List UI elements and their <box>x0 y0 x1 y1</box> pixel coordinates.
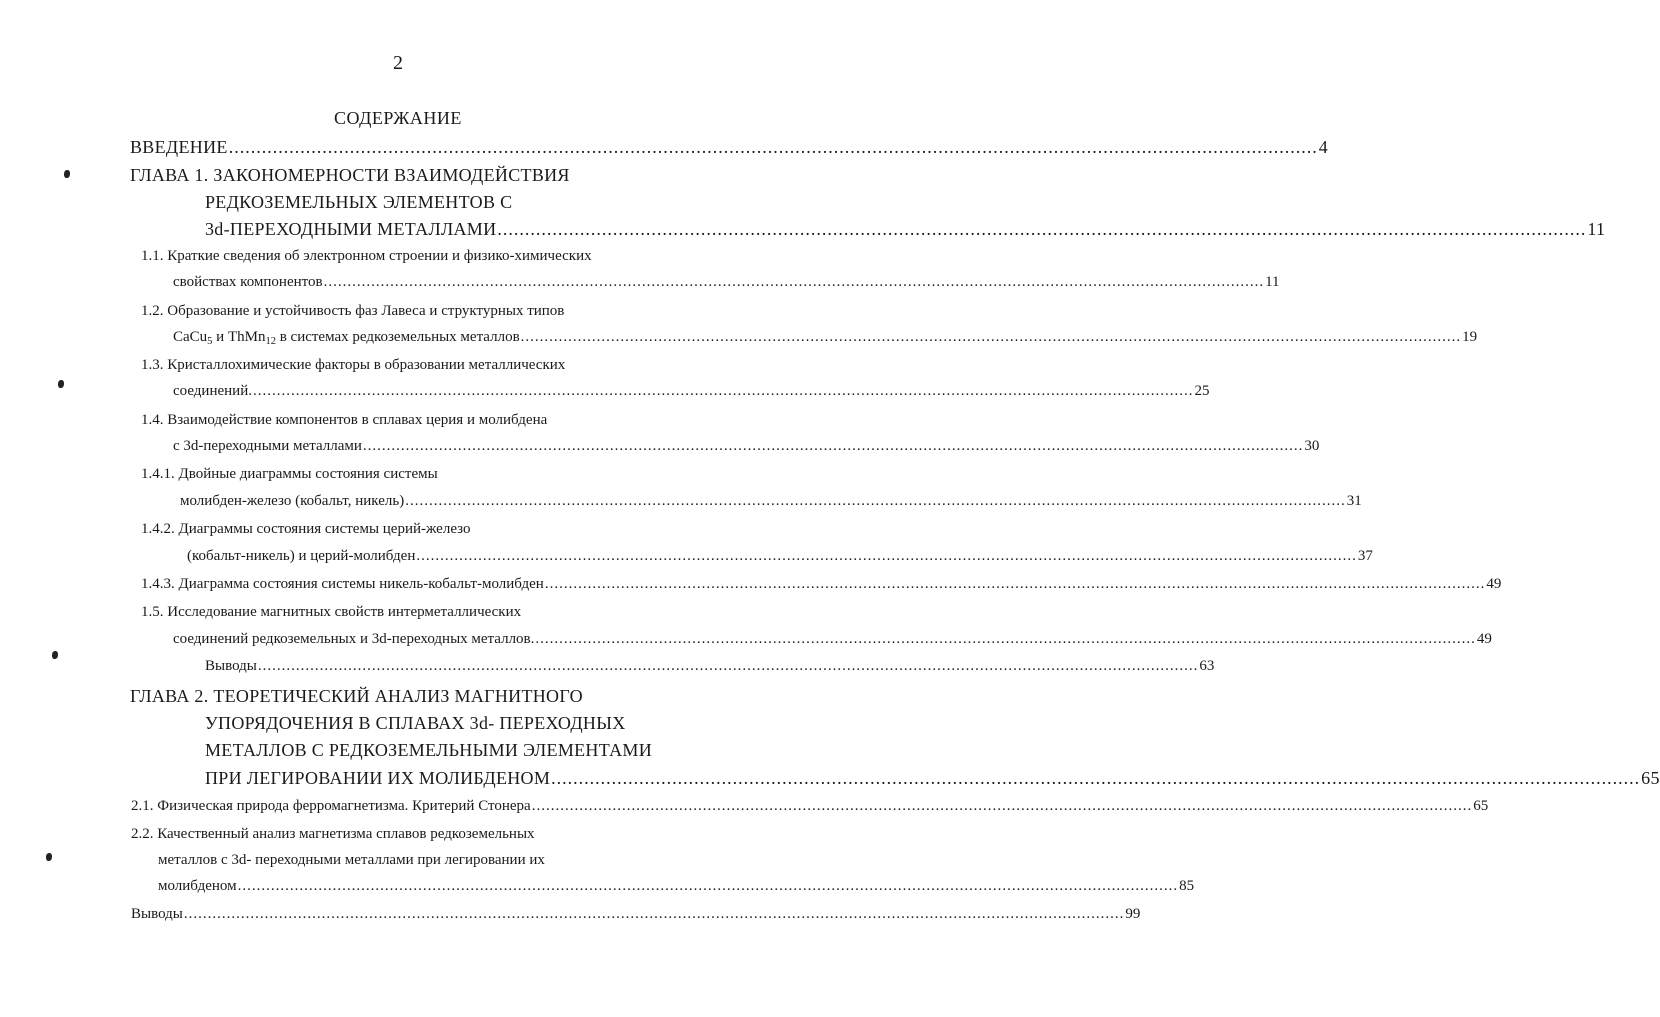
toc-entry-2-1 <box>131 798 1489 815</box>
margin-speck <box>58 380 64 388</box>
section-1-4-2-line1: 1.4.2. Диаграммы состояния системы церий-железо <box>141 521 471 537</box>
toc-leader: ...................................................................................................................................................................................................... <box>405 493 1346 509</box>
section-1-3-line1: 1.3. Кристаллохимические факторы в образовании металлических <box>141 357 566 373</box>
conjunction: и <box>212 329 228 345</box>
formula-cacu: CaCu <box>173 329 208 345</box>
toc-page: 11 <box>1265 274 1280 290</box>
toc-entry-chapter2 <box>205 768 1660 789</box>
formula-thmn: ThMn <box>227 329 266 345</box>
toc-leader: ...................................................................................................................................................................................................... <box>531 798 1473 814</box>
section-1-1-line1: 1.1. Краткие сведения об электронном строении и физико-химических <box>141 248 592 264</box>
toc-entry-chapter1 <box>205 219 1606 240</box>
toc-label: 1.4.3. Диаграмма состояния системы никель-кобальт-молибден <box>141 576 544 592</box>
toc-label: Выводы <box>205 658 257 674</box>
toc-page: 65 <box>1641 768 1660 788</box>
toc-entry-1-2 <box>173 329 1478 347</box>
toc-page: 49 <box>1476 631 1492 647</box>
chapter2-heading-line3: МЕТАЛЛОВ С РЕДКОЗЕМЕЛЬНЫМИ ЭЛЕМЕНТАМИ <box>205 740 653 760</box>
toc-label: соединений редкоземельных и 3d-переходных металлов. <box>173 631 535 647</box>
toc-page: 4 <box>1318 137 1328 157</box>
toc-leader: ...................................................................................................................................................................................................... <box>183 906 1125 922</box>
toc-label: молибден-железо (кобальт, никель) <box>180 493 405 509</box>
chapter1-heading-line2: РЕДКОЗЕМЕЛЬНЫХ ЭЛЕМЕНТОВ С <box>205 192 513 212</box>
section-2-2-line1: 2.2. Качественный анализ магнетизма сплавов редкоземельных <box>131 826 535 842</box>
chapter1-heading-line1: ГЛАВА 1. ЗАКОНОМЕРНОСТИ ВЗАИМОДЕЙСТВИЯ <box>130 165 570 185</box>
toc-entry-1-3 <box>173 383 1210 400</box>
toc-leader: ...................................................................................................................................................................................................... <box>497 219 1587 239</box>
toc-entry-intro <box>130 137 1328 158</box>
toc-leader: ...................................................................................................................................................................................................... <box>416 548 1357 564</box>
toc-label <box>173 329 520 346</box>
section-1-4-line1: 1.4. Взаимодействие компонентов в сплавах церия и молибдена <box>141 412 548 428</box>
toc-page: 85 <box>1179 878 1195 894</box>
toc-label: свойствах компонентов <box>173 274 323 290</box>
toc-leader: ...................................................................................................................................................................................................... <box>228 137 1318 157</box>
toc-entry-1-4 <box>173 438 1320 455</box>
toc-entry-conclusions2 <box>131 906 1141 923</box>
toc-entry-1-4-2 <box>187 548 1373 565</box>
toc-entry-1-4-3 <box>141 576 1502 593</box>
section-2-2-line2: металлов с 3d- переходными металлами при легировании их <box>158 852 545 868</box>
toc-leader: ...................................................................................................................................................................................................... <box>535 631 1476 647</box>
toc-page: 31 <box>1346 493 1362 509</box>
formula-cacu-sub: 5 <box>207 336 213 347</box>
page-number: 2 <box>393 52 403 74</box>
toc-page: 37 <box>1357 548 1373 564</box>
toc-leader: ...................................................................................................................................................................................................... <box>362 438 1304 454</box>
margin-speck <box>52 651 58 659</box>
toc-page: 65 <box>1473 798 1489 814</box>
toc-label: ВВЕДЕНИЕ <box>130 137 228 157</box>
toc-label: соединений. <box>173 383 252 399</box>
toc-leader: ...................................................................................................................................................................................................... <box>520 329 1462 345</box>
section-1-4-1-line1: 1.4.1. Двойные диаграммы состояния системы <box>141 466 438 482</box>
toc-page: 11 <box>1587 219 1606 239</box>
toc-leader: ...................................................................................................................................................................................................... <box>237 878 1179 894</box>
toc-page: 30 <box>1304 438 1320 454</box>
margin-speck <box>46 853 52 861</box>
toc-label: ПРИ ЛЕГИРОВАНИИ ИХ МОЛИБДЕНОМ <box>205 768 551 788</box>
toc-entry-1-4-1 <box>180 493 1362 510</box>
toc-page: 49 <box>1486 576 1502 592</box>
toc-leader: ...................................................................................................................................................................................................... <box>551 768 1641 788</box>
toc-page: 99 <box>1125 906 1141 922</box>
section-1-2-rest: в системах редкоземельных металлов <box>275 329 520 345</box>
toc-page: 19 <box>1462 329 1478 345</box>
toc-leader: ...................................................................................................................................................................................................... <box>257 658 1199 674</box>
formula-thmn-sub: 12 <box>265 336 276 347</box>
toc-leader: ...................................................................................................................................................................................................... <box>544 576 1486 592</box>
page-title: СОДЕРЖАНИЕ <box>334 108 462 128</box>
toc-label: с 3d-переходными металлами <box>173 438 362 454</box>
toc-leader: ...................................................................................................................................................................................................... <box>323 274 1265 290</box>
toc-label: молибденом <box>158 878 237 894</box>
toc-entry-2-2 <box>158 878 1195 895</box>
toc-label: 3d-ПЕРЕХОДНЫМИ МЕТАЛЛАМИ <box>205 219 497 239</box>
toc-entry-1-5 <box>173 631 1492 648</box>
toc-label: 2.1. Физическая природа ферромагнетизма. Критерий Стонера <box>131 798 531 814</box>
chapter2-heading-line2: УПОРЯДОЧЕНИЯ В СПЛАВАХ 3d- ПЕРЕХОДНЫХ <box>205 713 626 733</box>
toc-label: Выводы <box>131 906 183 922</box>
toc-page: 25 <box>1194 383 1210 399</box>
toc-entry-1-1 <box>173 274 1280 291</box>
section-1-2-line1: 1.2. Образование и устойчивость фаз Лавеса и структурных типов <box>141 303 565 319</box>
section-1-5-line1: 1.5. Исследование магнитных свойств интерметаллических <box>141 604 522 620</box>
chapter2-heading-line1: ГЛАВА 2. ТЕОРЕТИЧЕСКИЙ АНАЛИЗ МАГНИТНОГО <box>130 686 583 706</box>
toc-entry-conclusions1 <box>205 658 1215 675</box>
toc-leader: ...................................................................................................................................................................................................... <box>252 383 1194 399</box>
toc-page: 63 <box>1199 658 1215 674</box>
toc-label: (кобальт-никель) и церий-молибден <box>187 548 416 564</box>
margin-speck <box>64 170 70 178</box>
